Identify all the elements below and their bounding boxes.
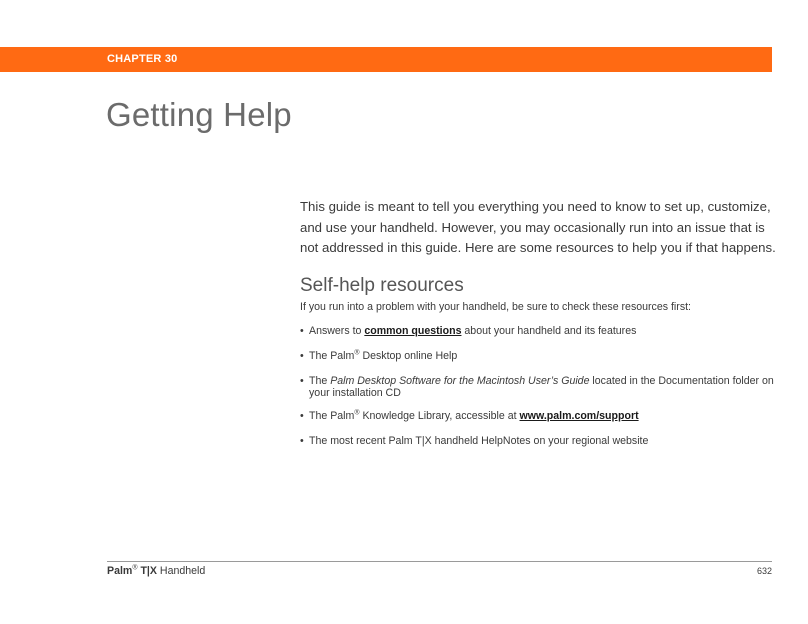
page-number: 632 [756,566,772,576]
registered-mark: ® [354,349,360,357]
footer-product: Handheld [159,565,206,577]
chapter-label: CHAPTER 30 [107,53,178,65]
guide-title: Palm Desktop Software for the Macintosh User’s Guide [330,375,590,387]
item-text: Desktop online Help [359,350,458,362]
bullet-icon: • [300,350,304,362]
list-item [300,325,780,337]
item-text: The Palm [309,410,355,422]
list-item [300,435,780,447]
bullet-icon: • [300,325,304,337]
footer-product-name [107,565,205,577]
footer-brand: Palm [107,565,133,577]
list-item [300,350,780,362]
palm-support-link[interactable]: www.palm.com/support [519,410,639,422]
section-lead: If you run into a problem with your handheld, be sure to check these resources first: [300,301,691,313]
page-title: Getting Help [106,96,292,133]
registered-mark: ® [132,564,138,572]
item-text: Knowledge Library, accessible at [359,410,520,422]
chapter-header-bar [0,47,772,72]
item-text: located in the Documentation folder on your installation CD [309,375,774,399]
footer-divider [107,561,772,562]
bullet-icon: • [300,375,304,387]
item-text: The [309,375,331,387]
common-questions-link[interactable]: common questions [364,325,462,337]
list-item [300,410,780,422]
resource-list [300,325,780,447]
bullet-icon: • [300,410,304,422]
registered-mark: ® [354,409,360,417]
item-text: The most recent Palm T|X handheld HelpNotes on your regional website [309,435,649,447]
list-item [300,375,780,399]
item-text: about your handheld and its features [461,325,637,337]
bullet-icon: • [300,435,304,447]
item-text: The Palm [309,350,355,362]
intro-paragraph: This guide is meant to tell you everything you need to know to set up, customize, and use your handheld. However, you may occasionally run into an issue that is not addressed in this guide. Here are some resources to help you if that happens. [300,199,776,255]
section-title: Self-help resources [300,275,464,296]
footer-model: T|X [140,565,157,577]
item-text: Answers to [309,325,365,337]
